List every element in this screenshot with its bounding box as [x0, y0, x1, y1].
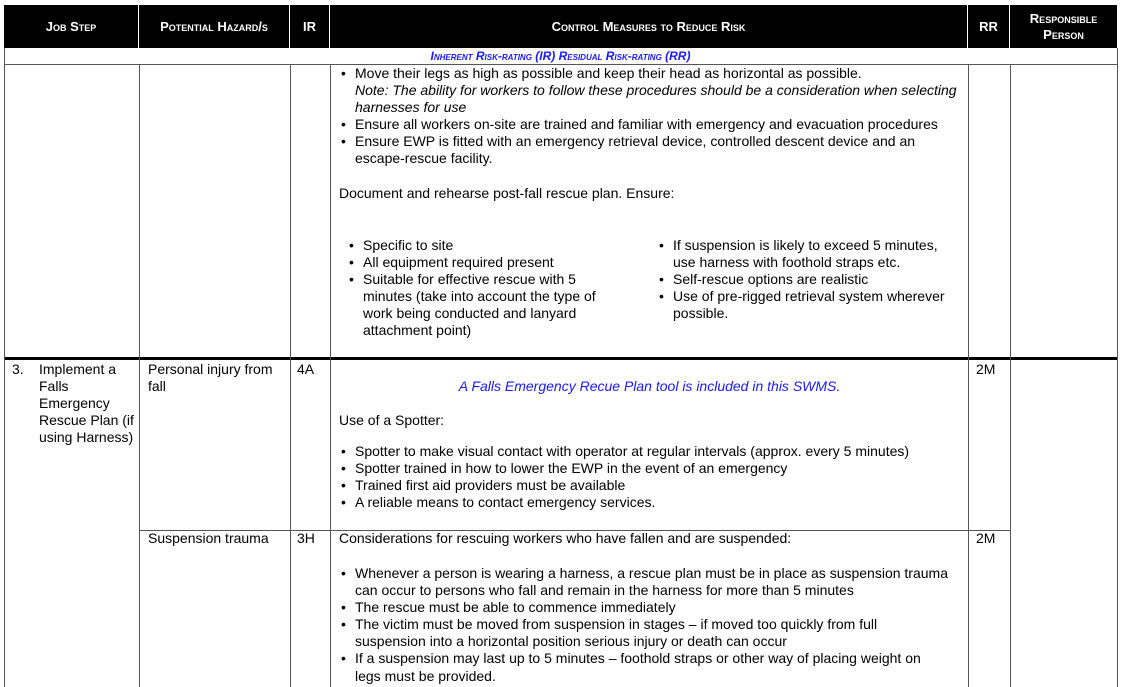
- header-controls: Control Measures to Reduce Risk: [330, 5, 968, 48]
- step-number: 3.: [12, 361, 24, 377]
- list-item: • Specific to site: [348, 237, 623, 254]
- list-item: • Spotter trained in how to lower the EWP in the event of an emergency: [340, 460, 965, 477]
- legend-rr: (RR): [665, 49, 691, 63]
- list-item: • Suitable for effective rescue with 5 minutes (take into account the type of work being conducted and lanyard attachment point): [348, 271, 623, 339]
- ir-value: 4A: [297, 361, 315, 377]
- divider: [1010, 64, 1011, 687]
- list-item: • Self-rescue options are realistic: [658, 271, 958, 288]
- legend-ir: (IR): [535, 49, 556, 63]
- harness-note: Note: The ability for workers to follow these procedures should be a consideration when selecting harnesses for use: [355, 82, 957, 116]
- legend-inherent: Inherent Risk-rating: [430, 49, 536, 63]
- header-job-step: Job Step: [4, 5, 139, 48]
- legend-residual: Residual Risk-rating: [555, 49, 666, 63]
- list-item: • Whenever a person is wearing a harness, a rescue plan must be in place as suspension trauma can occur to persons who fall and remain in the harness for more than 5 minutes: [340, 565, 950, 599]
- hazard-personal-injury: Personal injury from fall: [148, 361, 273, 395]
- rescue-plan-right-list: [658, 237, 958, 322]
- header-ir: IR: [290, 5, 330, 48]
- rescue-plan-left-list: [348, 237, 623, 340]
- list-item: • All equipment required present: [348, 254, 623, 271]
- header-rr: RR: [968, 5, 1010, 48]
- risk-rating-legend: [4, 48, 1117, 64]
- divider: [968, 64, 969, 687]
- header-hazards: Potential Hazard/s: [139, 5, 290, 48]
- rr-value: 2M: [976, 361, 996, 377]
- divider: [330, 64, 331, 687]
- divider: [4, 48, 5, 687]
- suspension-intro: Considerations for rescuing workers who have fallen and are suspended:: [339, 530, 792, 546]
- suspension-list: [340, 565, 950, 685]
- controls-continued: [340, 65, 960, 202]
- list-item: • If a suspension may last up to 5 minutes – foothold straps or other way of placing weight on legs must be provided.: [340, 650, 950, 684]
- list-item: • Ensure all workers on-site are trained and familiar with emergency and evacuation procedures: [340, 116, 960, 133]
- list-item: • Ensure EWP is fitted with an emergency retrieval device, controlled descent device and an escape-rescue facility.: [340, 133, 960, 167]
- divider: [290, 64, 291, 687]
- spotter-list: [340, 443, 965, 511]
- rescue-plan-intro: Document and rehearse post-fall rescue plan. Ensure:: [339, 184, 675, 201]
- list-item: • A reliable means to contact emergency services.: [340, 494, 965, 511]
- divider: [139, 64, 140, 687]
- hazard-suspension-trauma: Suspension trauma: [148, 530, 269, 546]
- ir-value: 3H: [297, 530, 315, 546]
- list-item: • Use of pre-rigged retrieval system wherever possible.: [658, 288, 958, 322]
- falls-rescue-tool-note: A Falls Emergency Recue Plan tool is included in this SWMS.: [458, 378, 841, 394]
- list-item: • If suspension is likely to exceed 5 minutes, use harness with foothold straps etc.: [658, 237, 958, 271]
- spotter-intro: Use of a Spotter:: [339, 412, 445, 428]
- list-item: • Trained first aid providers must be available: [340, 477, 965, 494]
- rr-value: 2M: [976, 530, 996, 546]
- step-job-step: Implement a Falls Emergency Rescue Plan (if using Harness): [39, 361, 134, 446]
- list-item: • Spotter to make visual contact with operator at regular intervals (approx. every 5 minutes): [340, 443, 965, 460]
- list-item: • The victim must be moved from suspension in stages – if moved too quickly from full suspension into a horizontal position serious injury or death can occur: [340, 616, 950, 650]
- row-divider-thick: [4, 357, 1117, 360]
- list-item: • The rescue must be able to commence immediately: [340, 599, 950, 616]
- header-responsible: Responsible Person: [1010, 5, 1117, 48]
- list-item: • Move their legs as high as possible and keep their head as horizontal as possible. Note: The ability for workers to follow these procedures should be a consideration when selecting harnesses for use: [340, 65, 960, 116]
- divider: [1117, 48, 1118, 687]
